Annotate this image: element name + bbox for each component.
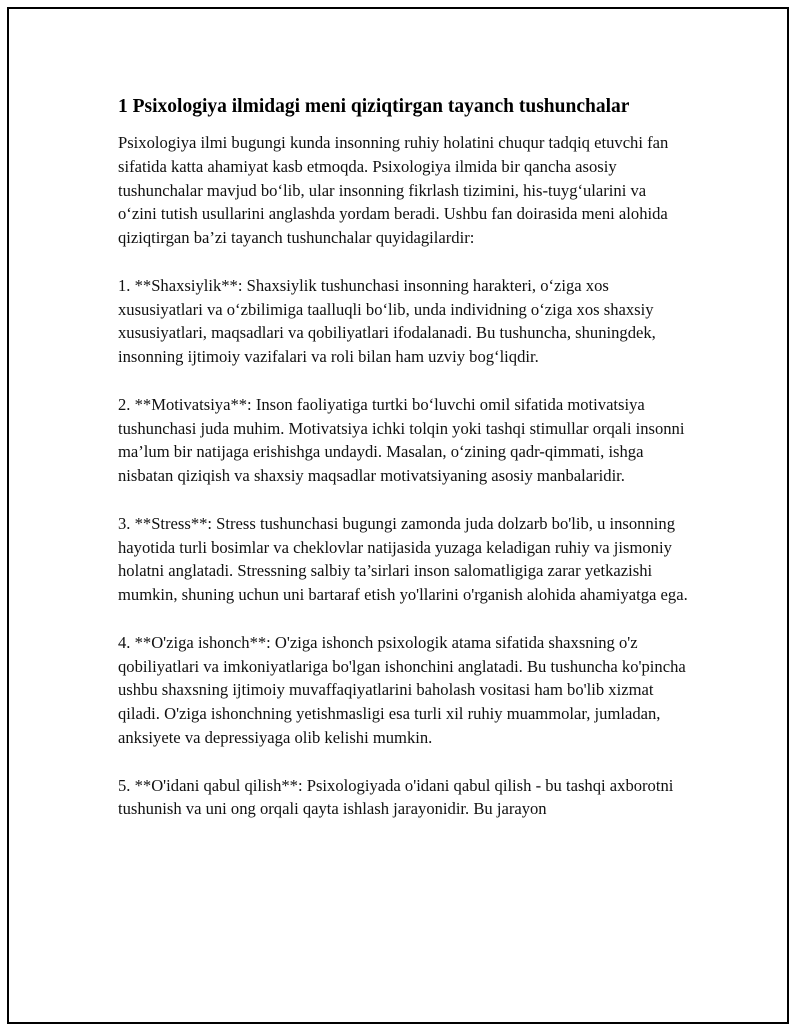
paragraph-shaxsiylik: 1. **Shaxsiylik**: Shaxsiylik tushunchasi insonning harakteri, o‘ziga xos xususiyatlari va o‘zbilimiga taalluqli bo‘lib, unda individning o‘ziga xos shaxsiy xususiyatlari, maqsadlari va qobiliyatlari ifodalanadi. Bu tushuncha, shuningdek, insonning ijtimoiy vazifalari va roli bilan ham uzviy bog‘liqdir.	[118, 275, 656, 367]
paragraph-idrok: 5. **O'idani qabul qilish**: Psixologiyada o'idani qabul qilish - bu tashqi axborotni tushunish va uni ong orqali qayta ishlash jarayonidir. Bu jarayon	[118, 775, 674, 819]
paragraph-oziga-ishonch: 4. **O'ziga ishonch**: O'ziga ishonch psixologik atama sifatida shaxsning o'z qobiliyatlari va imkoniyatlariga bo'lgan ishonchini anglatadi. Bu tushuncha ko'pincha ushbu shaxsning ijtimoiy muvaffaqiyatlarini baholash vositasi ham bo'lib xizmat qiladi. O'ziga ishonchning yetishmasligi esa turli xil ruhiy muammolar, jumladan, anksiyete va depressiyaga olib kelishi mumkin.	[118, 632, 686, 747]
paragraph-stress: 3. **Stress**: Stress tushunchasi bugungi zamonda juda dolzarb bo'lib, u insonning hayotida turli bosimlar va cheklovlar natijasida yuzaga keladigan ruhiy va jismoniy holatni anglatadi. Stressning salbiy ta’sirlari inson salomatligiga zarar yetkazishi mumkin, shuning uchun uni bartaraf etish yo'llarini o'rganish alohida ahamiyatga ega.	[118, 513, 688, 605]
paragraph-motivatsiya: 2. **Motivatsiya**: Inson faoliyatiga turtki bo‘luvchi omil sifatida motivatsiya tushunchasi juda muhim. Motivatsiya ichki tolqin yoki tashqi stimullar orqali insonni ma’lum bir natijaga erishishga undaydi. Masalan, o‘zining qadr-qimmati, ishga nisbatan qiziqish va shaxsiy maqsadlar motivatsiyaning asosiy manbalaridir.	[118, 394, 685, 486]
document-body	[118, 94, 688, 845]
document-title: 1 Psixologiya ilmidagi meni qiziqtirgan tayanch tushunchalar	[118, 96, 630, 117]
intro-paragraph: Psixologiya ilmi bugungi kunda insonning ruhiy holatini chuqur tadqiq etuvchi fan sifatida katta ahamiyat kasb etmoqda. Psixologiya ilmida bir qancha asosiy tushunchalar mavjud bo‘lib, ular insonning fikrlash tizimini, his-tuyg‘ularini va o‘zini tutish usullarini anglashda yordam beradi. Ushbu fan doirasida meni alohida qiziqtirgan ba’zi tayanch tushunchalar quyidagilardir:	[118, 133, 669, 248]
